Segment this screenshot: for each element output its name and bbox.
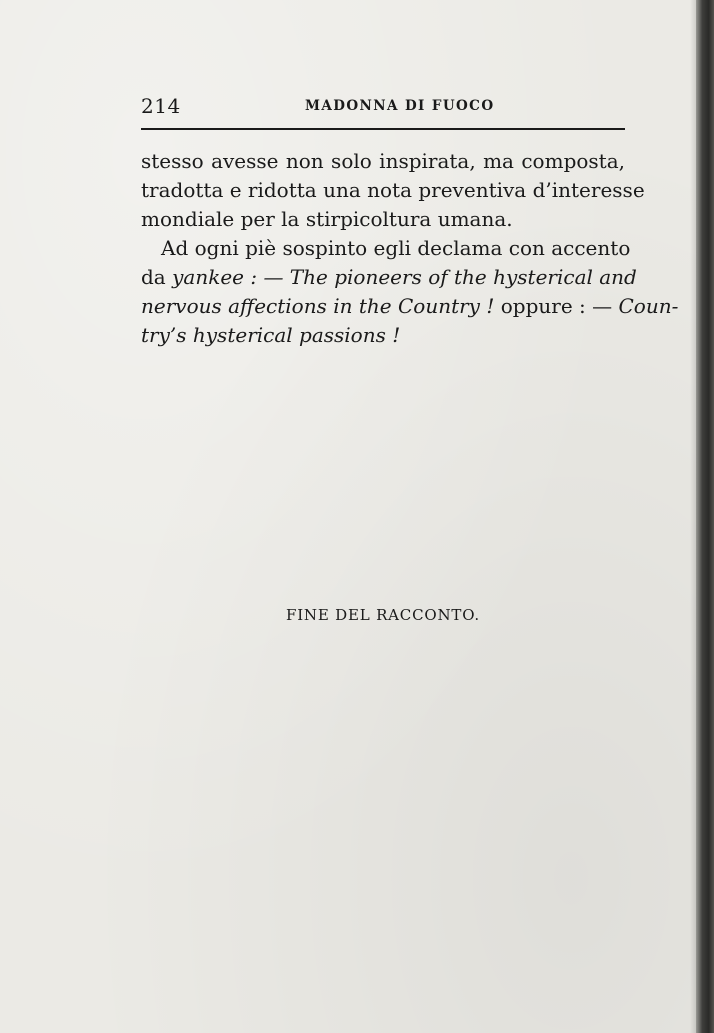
running-head: MADONNA DI FUOCO [305, 98, 495, 114]
text-line-1: stesso avesse non solo inspirata, ma composta, [141, 149, 625, 173]
body-text [141, 147, 679, 350]
text-line-4: Ad ogni piè sospinto egli declama con accento [161, 236, 631, 260]
text-line-6-italic: nervous affections in the Country ! [141, 294, 495, 318]
book-spine-edge [696, 0, 714, 1033]
text-line-5-italic: yankee : — The pioneers of the hysterical and [172, 265, 637, 289]
text-line-3: mondiale per la stirpicoltura umana. [141, 207, 513, 231]
text-line-6-italic-end: Coun- [618, 294, 679, 318]
page-header [141, 94, 625, 124]
header-rule [141, 128, 625, 130]
page-number: 214 [141, 94, 181, 118]
end-of-story-mark: FINE DEL RACCONTO. [286, 606, 480, 624]
text-line-6-roman: oppure : — [494, 294, 619, 318]
text-line-5 [141, 263, 637, 292]
text-line-6 [141, 292, 679, 321]
text-line-2: tradotta e ridotta una nota preventiva d’interesse [141, 178, 645, 202]
text-line-7: try’s hysterical passions ! [141, 323, 401, 347]
text-line-5-roman: da [141, 265, 173, 289]
